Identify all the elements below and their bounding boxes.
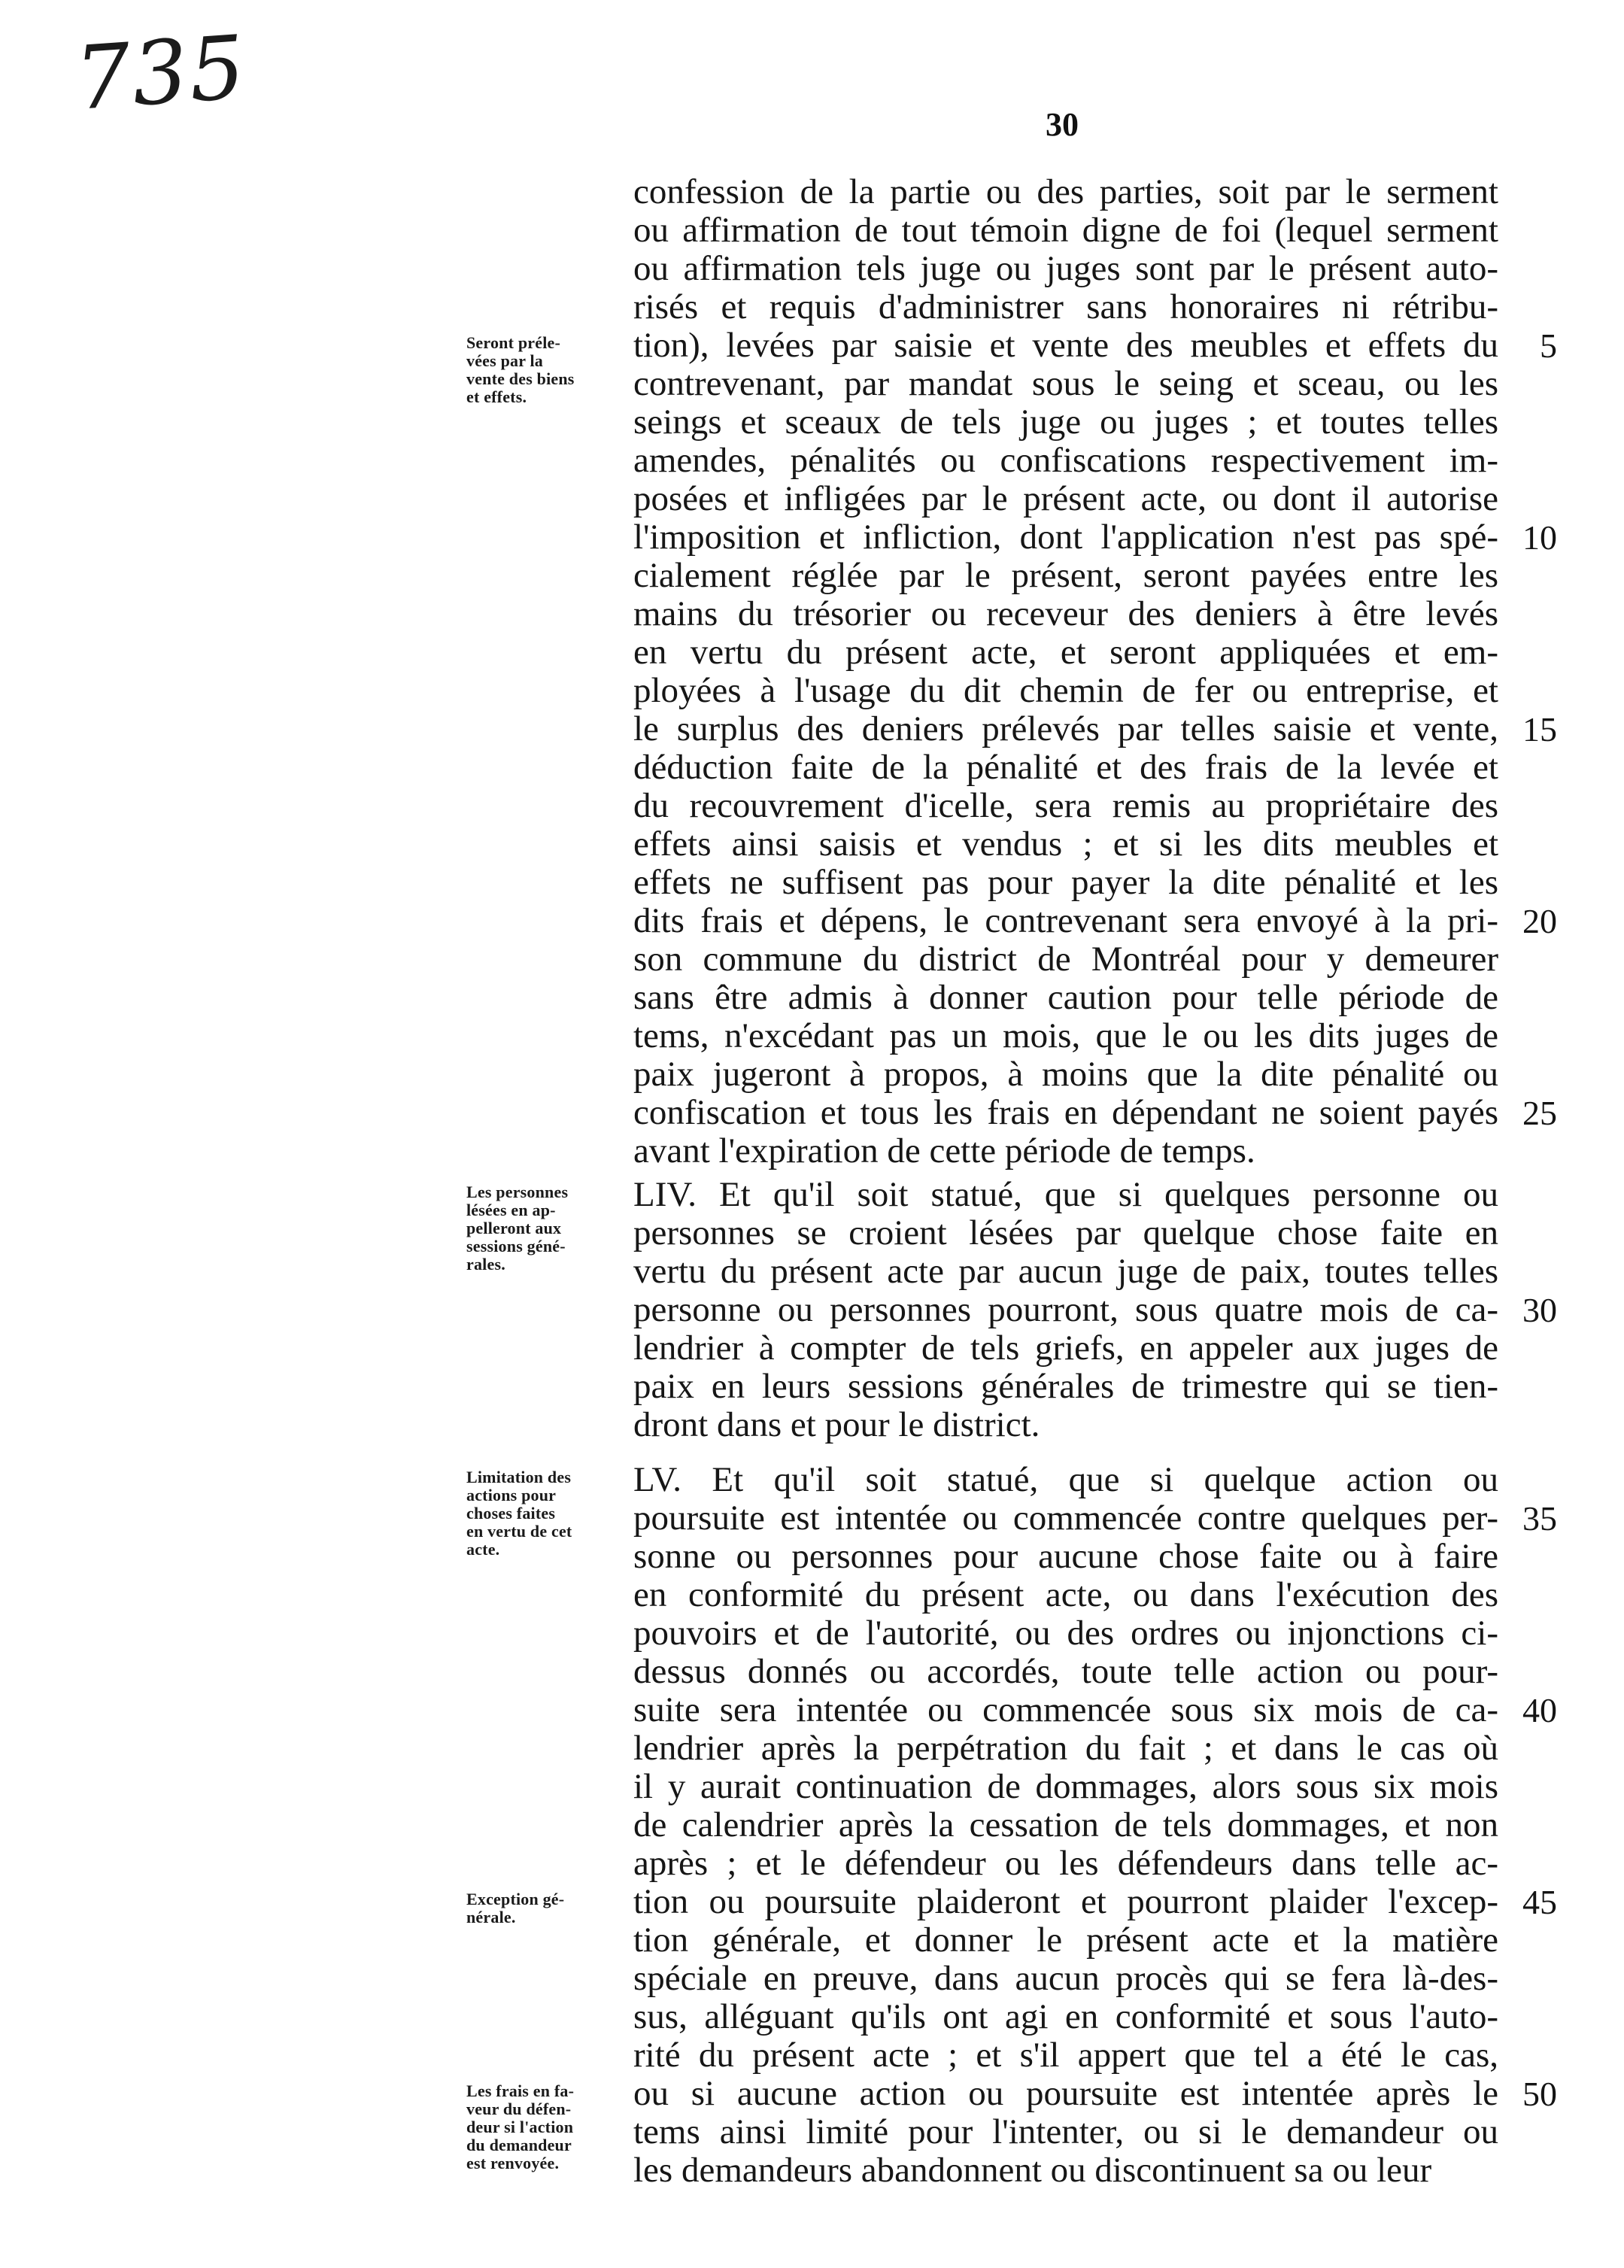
margin-sidenote: Seront préle- vées par la vente des biens et effets. (466, 333, 575, 406)
text-line: poursuite est intentée ou commencée contre quelques per- (633, 1498, 1498, 1538)
margin-line-number: 10 (1522, 518, 1557, 557)
text-line: du recouvrement d'icelle, sera remis au propriétaire des (633, 786, 1498, 825)
margin-line-number: 40 (1522, 1691, 1557, 1729)
text-line: de calendrier après la cessation de tels dommages, et non (633, 1805, 1498, 1844)
text-line: spéciale en preuve, dans aucun procès qui se fera là-des- (633, 1959, 1498, 1998)
text-line: contrevenant, par mandat sous le seing et sceau, ou les (633, 364, 1498, 403)
page-number: 30 (1046, 106, 1079, 143)
text-line: avant l'expiration de cette période de temps. (633, 1131, 1255, 1170)
margin-line-number: 20 (1522, 902, 1557, 940)
margin-sidenote: Les frais en fa- veur du défen- deur si l'action du demandeur est renvoyée. (466, 2081, 575, 2172)
text-line: personnes se croient lésées par quelque chose faite en (633, 1213, 1498, 1252)
text-line: pouvoirs et de l'autorité, ou des ordres ou injonctions ci- (633, 1614, 1498, 1653)
text-line: en conformité du présent acte, ou dans l'exécution des (633, 1575, 1498, 1614)
text-line: lendrier à compter de tels griefs, en appeler aux juges de (633, 1328, 1498, 1368)
margin-sidenote: Exception gé- nérale. (466, 1890, 565, 1926)
text-line: l'imposition et infliction, dont l'application n'est pas spé- (633, 518, 1498, 557)
margin-line-number: 25 (1522, 1094, 1557, 1132)
text-line: il y aurait continuation de dommages, alors sous six mois (633, 1767, 1498, 1806)
margin-line-number: 35 (1522, 1499, 1557, 1538)
handwritten-page-number: 735 (71, 17, 250, 130)
text-line: LV. Et qu'il soit statué, que si quelque action ou (633, 1460, 1498, 1499)
text-line: tems, n'excédant pas un mois, que le ou les dits juges de (633, 1016, 1498, 1055)
margin-line-number: 45 (1522, 1883, 1557, 1921)
text-line: dront dans et pour le district. (633, 1405, 1040, 1444)
text-line: en vertu du présent acte, et seront appliquées et em- (633, 633, 1498, 672)
text-line: effets ainsi saisis et vendus ; et si les dits meubles et (633, 824, 1498, 864)
text-line: tems ainsi limité pour l'intenter, ou si le demandeur ou (633, 2112, 1498, 2151)
text-line: personne ou personnes pourront, sous quatre mois de ca- (633, 1290, 1498, 1329)
text-line: paix en leurs sessions générales de trimestre qui se tien- (633, 1367, 1498, 1406)
text-line: tion), levées par saisie et vente des meubles et effets du (633, 326, 1498, 365)
text-line: les demandeurs abandonnent ou discontinuent sa ou leur (633, 2151, 1432, 2190)
margin-line-number: 5 (1540, 326, 1557, 365)
text-line: son commune du district de Montréal pour y demeurer (633, 940, 1498, 979)
text-line: amendes, pénalités ou confiscations respectivement im- (633, 441, 1498, 480)
text-line: seings et sceaux de tels juge ou juges ; et toutes telles (633, 402, 1498, 442)
text-line: lendrier après la perpétration du fait ; et dans le cas où (633, 1729, 1498, 1768)
text-line: tion ou poursuite plaideront et pourront plaider l'excep- (633, 1882, 1498, 1921)
margin-sidenote: Limitation des actions pour choses faites en vertu de cet acte. (466, 1468, 572, 1559)
text-line: après ; et le défendeur ou les défendeurs dans telle ac- (633, 1844, 1498, 1883)
text-line: ou affirmation de tout témoin digne de foi (lequel serment (633, 211, 1498, 250)
text-line: suite sera intentée ou commencée sous six mois de ca- (633, 1690, 1498, 1729)
text-line: vertu du présent acte par aucun juge de paix, toutes telles (633, 1252, 1498, 1291)
text-line: cialement réglée par le présent, seront payées entre les (633, 556, 1498, 595)
text-line: sus, alléguant qu'ils ont agi en conformité et sous l'auto- (633, 1997, 1498, 2036)
text-line: sonne ou personnes pour aucune chose faite ou à faire (633, 1537, 1498, 1576)
text-line: le surplus des deniers prélevés par telles saisie et vente, (633, 709, 1498, 748)
text-line: déduction faite de la pénalité et des frais de la levée et (633, 748, 1498, 787)
margin-line-number: 30 (1522, 1291, 1557, 1329)
text-line: paix jugeront à propos, à moins que la dite pénalité ou (633, 1055, 1498, 1094)
margin-line-number: 15 (1522, 710, 1557, 748)
margin-line-number: 50 (1522, 2075, 1557, 2113)
text-line: posées et infligées par le présent acte, ou dont il autorise (633, 479, 1498, 518)
text-line: effets ne suffisent pas pour payer la dite pénalité et les (633, 863, 1498, 902)
text-line: confession de la partie ou des parties, soit par le serment (633, 172, 1498, 211)
margin-sidenote: Les personnes lésées en ap- pelleront aux sessions géné- rales. (466, 1183, 569, 1274)
text-line: rité du présent acte ; et s'il appert que tel a été le cas, (633, 2036, 1498, 2075)
text-line: tion générale, et donner le présent acte et la matière (633, 1920, 1498, 1960)
text-line: dits frais et dépens, le contrevenant sera envoyé à la pri- (633, 901, 1498, 940)
text-line: LIV. Et qu'il soit statué, que si quelques personne ou (633, 1175, 1498, 1214)
text-line: ployées à l'usage du dit chemin de fer ou entreprise, et (633, 671, 1498, 710)
text-line: ou si aucune action ou poursuite est intentée après le (633, 2074, 1498, 2113)
text-line: dessus donnés ou accordés, toute telle action ou pour- (633, 1652, 1498, 1691)
text-line: mains du trésorier ou receveur des deniers à être levés (633, 594, 1498, 633)
text-line: sans être admis à donner caution pour telle période de (633, 978, 1498, 1017)
text-line: ou affirmation tels juge ou juges sont par le présent auto- (633, 249, 1498, 288)
text-line: risés et requis d'administrer sans honoraires ni rétribu- (633, 287, 1498, 326)
text-line: confiscation et tous les frais en dépendant ne soient payés (633, 1093, 1498, 1132)
